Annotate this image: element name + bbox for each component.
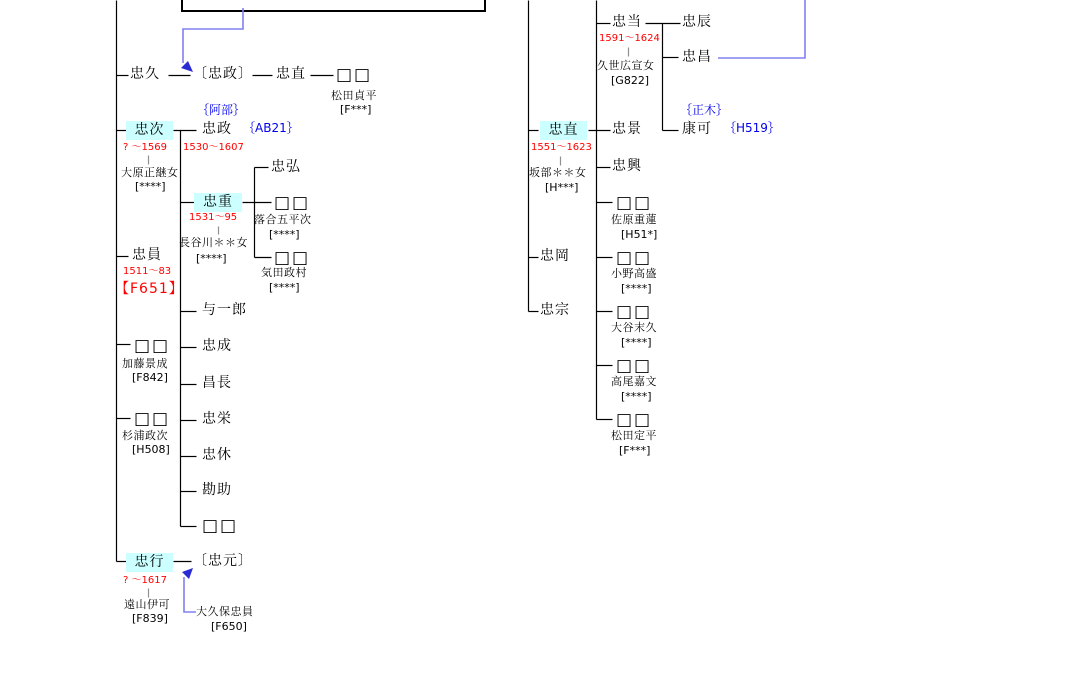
squares-matsuda-sadahei-wife: □□ [616,410,653,430]
spouse-kida: 気田政村 [261,266,307,279]
person-masanaga: 昌長 [202,375,232,391]
dates-tadatsugu: ? ～1569 [123,142,167,153]
person-tadamasa-right: 忠当 [612,14,642,30]
dates-tadakazu: 1511～83 [123,266,172,277]
code-kuze: [G822] [611,74,650,87]
person-kansuke: 勘助 [202,482,232,498]
dates-tadashige: 1531～95 [189,212,238,223]
person-tadashige[interactable]: 忠重 [194,193,242,212]
parent-link-connector [183,8,243,63]
code-sugiura: [H508] [132,443,170,456]
spouse-matsuda-sadahei: 松田定平 [611,429,657,442]
person-yoichiro: 与一郎 [202,302,247,318]
person-tadamasa-adopted: 〔忠政〕 [193,66,253,82]
tadaakira-link-connector [718,0,805,58]
spouse-ochiai: 落合五平次 [254,213,312,226]
person-tadanao-left: 忠直 [276,66,306,82]
squares-kida-wife: □□ [274,248,311,268]
person-tadamune: 忠宗 [540,302,570,318]
person-yasuyoshi: 康可 [682,121,712,137]
person-tadahiro: 忠弘 [271,159,301,175]
code-h519[interactable]: ｛H519｝ [724,121,780,135]
squares-takao-wife: □□ [616,356,653,376]
person-tadatoki: 忠辰 [682,14,712,30]
spouse-kato: 加藤景成 [122,357,168,370]
person-tadae: 忠栄 [202,411,232,427]
code-okubo: [F650] [211,620,247,633]
person-tadamoto: 〔忠元〕 [193,553,253,569]
code-ono: [****] [621,282,652,295]
person-tadayuki[interactable]: 忠行 [126,553,173,572]
code-ab21[interactable]: ｛AB21｝ [243,121,299,135]
spouse-toyama: 遠山伊可 [124,598,170,611]
spouse-sahara: 佐原重蓮 [611,213,657,226]
okubo-link-connector [184,577,196,612]
spouse-matsuda-sadahira: 松田貞平 [331,89,377,102]
code-ochiai: [****] [269,228,300,241]
squares-kato-wife: □□ [134,336,171,356]
person-tadaoka: 忠岡 [540,248,570,264]
person-tadanao-right[interactable]: 忠直 [540,121,587,140]
person-tadamasa-abe: 忠政 [202,121,232,137]
squares-otani-wife: □□ [616,302,653,322]
ref-okubo-tadakazu: 大久保忠員 [196,605,254,618]
person-tadaoki: 忠興 [612,158,642,174]
code-matsuda-sadahira: [F***] [340,103,372,116]
squares-last-son: □□ [202,516,239,536]
dates-tadamasa-abe: 1530～1607 [183,142,244,153]
code-sahara: [H51*] [621,228,658,241]
squares-sahara-wife: □□ [616,193,653,213]
spouse-sakabe: 坂部＊＊女 [529,166,587,179]
code-kato: [F842] [132,371,168,384]
code-sakabe: [H***] [545,181,579,194]
house-label-masaki[interactable]: ｛正木｝ [680,103,729,117]
person-tadayasu: 忠休 [202,447,232,463]
code-matsuda-sadahei: [F***] [619,444,651,457]
squares-ono-wife: □□ [616,248,653,268]
person-tadahisa: 忠久 [130,66,160,82]
dates-tadanao-right: 1551～1623 [531,142,592,153]
spouse-kuze: 久世広宣女 [597,59,655,72]
code-takao: [****] [621,390,652,403]
person-tadatsugu[interactable]: 忠次 [126,121,173,140]
house-label-abe[interactable]: ｛阿部｝ [197,103,246,117]
spouse-ohara: 大原正継女 [121,166,179,179]
code-toyama: [F839] [132,612,168,625]
code-otani: [****] [621,336,652,349]
person-tadakazu: 忠員 [132,247,162,263]
squares-sugiura-wife: □□ [134,409,171,429]
code-f651: 【F651】 [115,281,184,297]
dates-tadamasa-right: 1591～1624 [599,33,660,44]
person-tadanari: 忠成 [202,338,232,354]
squares-ochiai-wife: □□ [274,193,311,213]
code-hasegawa: [****] [196,252,227,265]
code-kida: [****] [269,281,300,294]
code-ohara: [****] [135,180,166,193]
spouse-hasegawa: 長谷川＊＊女 [179,236,248,249]
spouse-takao: 高尾嘉文 [611,375,657,388]
squares-matsuda-sadahira-wife: □□ [336,65,373,85]
dates-tadayuki: ? ～1617 [123,575,167,586]
person-tadaakira: 忠昌 [682,49,712,65]
spouse-ono: 小野高盛 [611,267,657,280]
person-tadakage: 忠景 [612,121,642,137]
spouse-otani: 大谷末久 [611,321,657,334]
spouse-sugiura: 杉浦政次 [122,429,168,442]
